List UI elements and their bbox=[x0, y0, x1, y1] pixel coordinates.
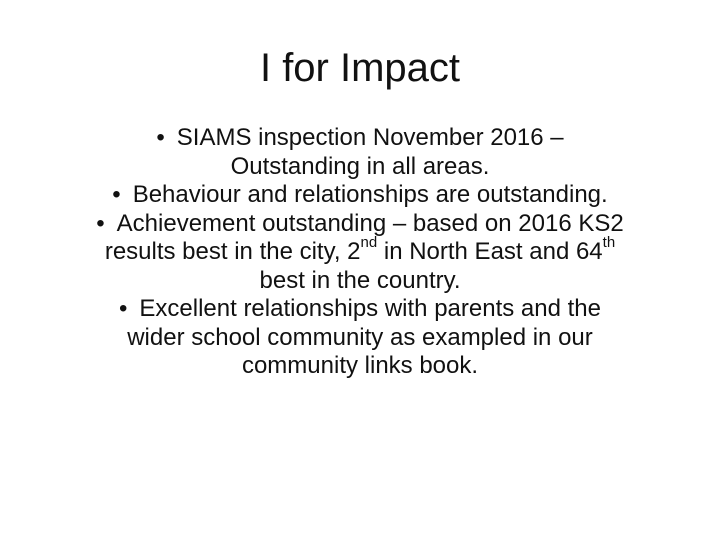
bullet-text: community links book. bbox=[241, 352, 479, 379]
slide-title: I for Impact bbox=[259, 46, 461, 90]
bullet-item bbox=[0, 210, 720, 296]
bullet-line bbox=[0, 181, 720, 210]
ordinal-suffix: nd bbox=[360, 234, 378, 251]
bullet-icon: • bbox=[96, 209, 105, 237]
bullet-line bbox=[0, 124, 720, 153]
bullet-text: Outstanding in all areas. bbox=[230, 152, 490, 180]
bullet-line bbox=[0, 153, 720, 182]
bullet-icon: • bbox=[156, 124, 165, 151]
bullet-text: Behaviour and relationships are outstanding. bbox=[132, 181, 608, 208]
bullet-item bbox=[0, 181, 720, 210]
bullet-text: best in the country. bbox=[259, 266, 461, 294]
ordinal-suffix: th bbox=[602, 234, 616, 251]
bullet-text: in North East and 64 bbox=[377, 238, 603, 265]
bullet-icon: • bbox=[118, 295, 128, 322]
bullet-line bbox=[0, 295, 720, 324]
bullet-text: Achievement outstanding – based on 2016 KS2 bbox=[116, 209, 624, 237]
bullet-line bbox=[0, 352, 720, 381]
bullet-icon: • bbox=[112, 181, 121, 208]
bullet-text: results best in the city, 2 bbox=[104, 238, 361, 265]
bullet-line bbox=[0, 267, 720, 296]
bullet-item bbox=[0, 124, 720, 181]
bullet-text: SIAMS inspection November 2016 – bbox=[176, 124, 564, 151]
bullet-list bbox=[0, 124, 720, 381]
bullet-line bbox=[0, 324, 720, 353]
bullet-text: Excellent relationships with parents and the bbox=[139, 295, 601, 322]
bullet-text: wider school community as exampled in our bbox=[127, 323, 593, 351]
bullet-line bbox=[0, 234, 720, 267]
bullet-item bbox=[0, 295, 720, 381]
